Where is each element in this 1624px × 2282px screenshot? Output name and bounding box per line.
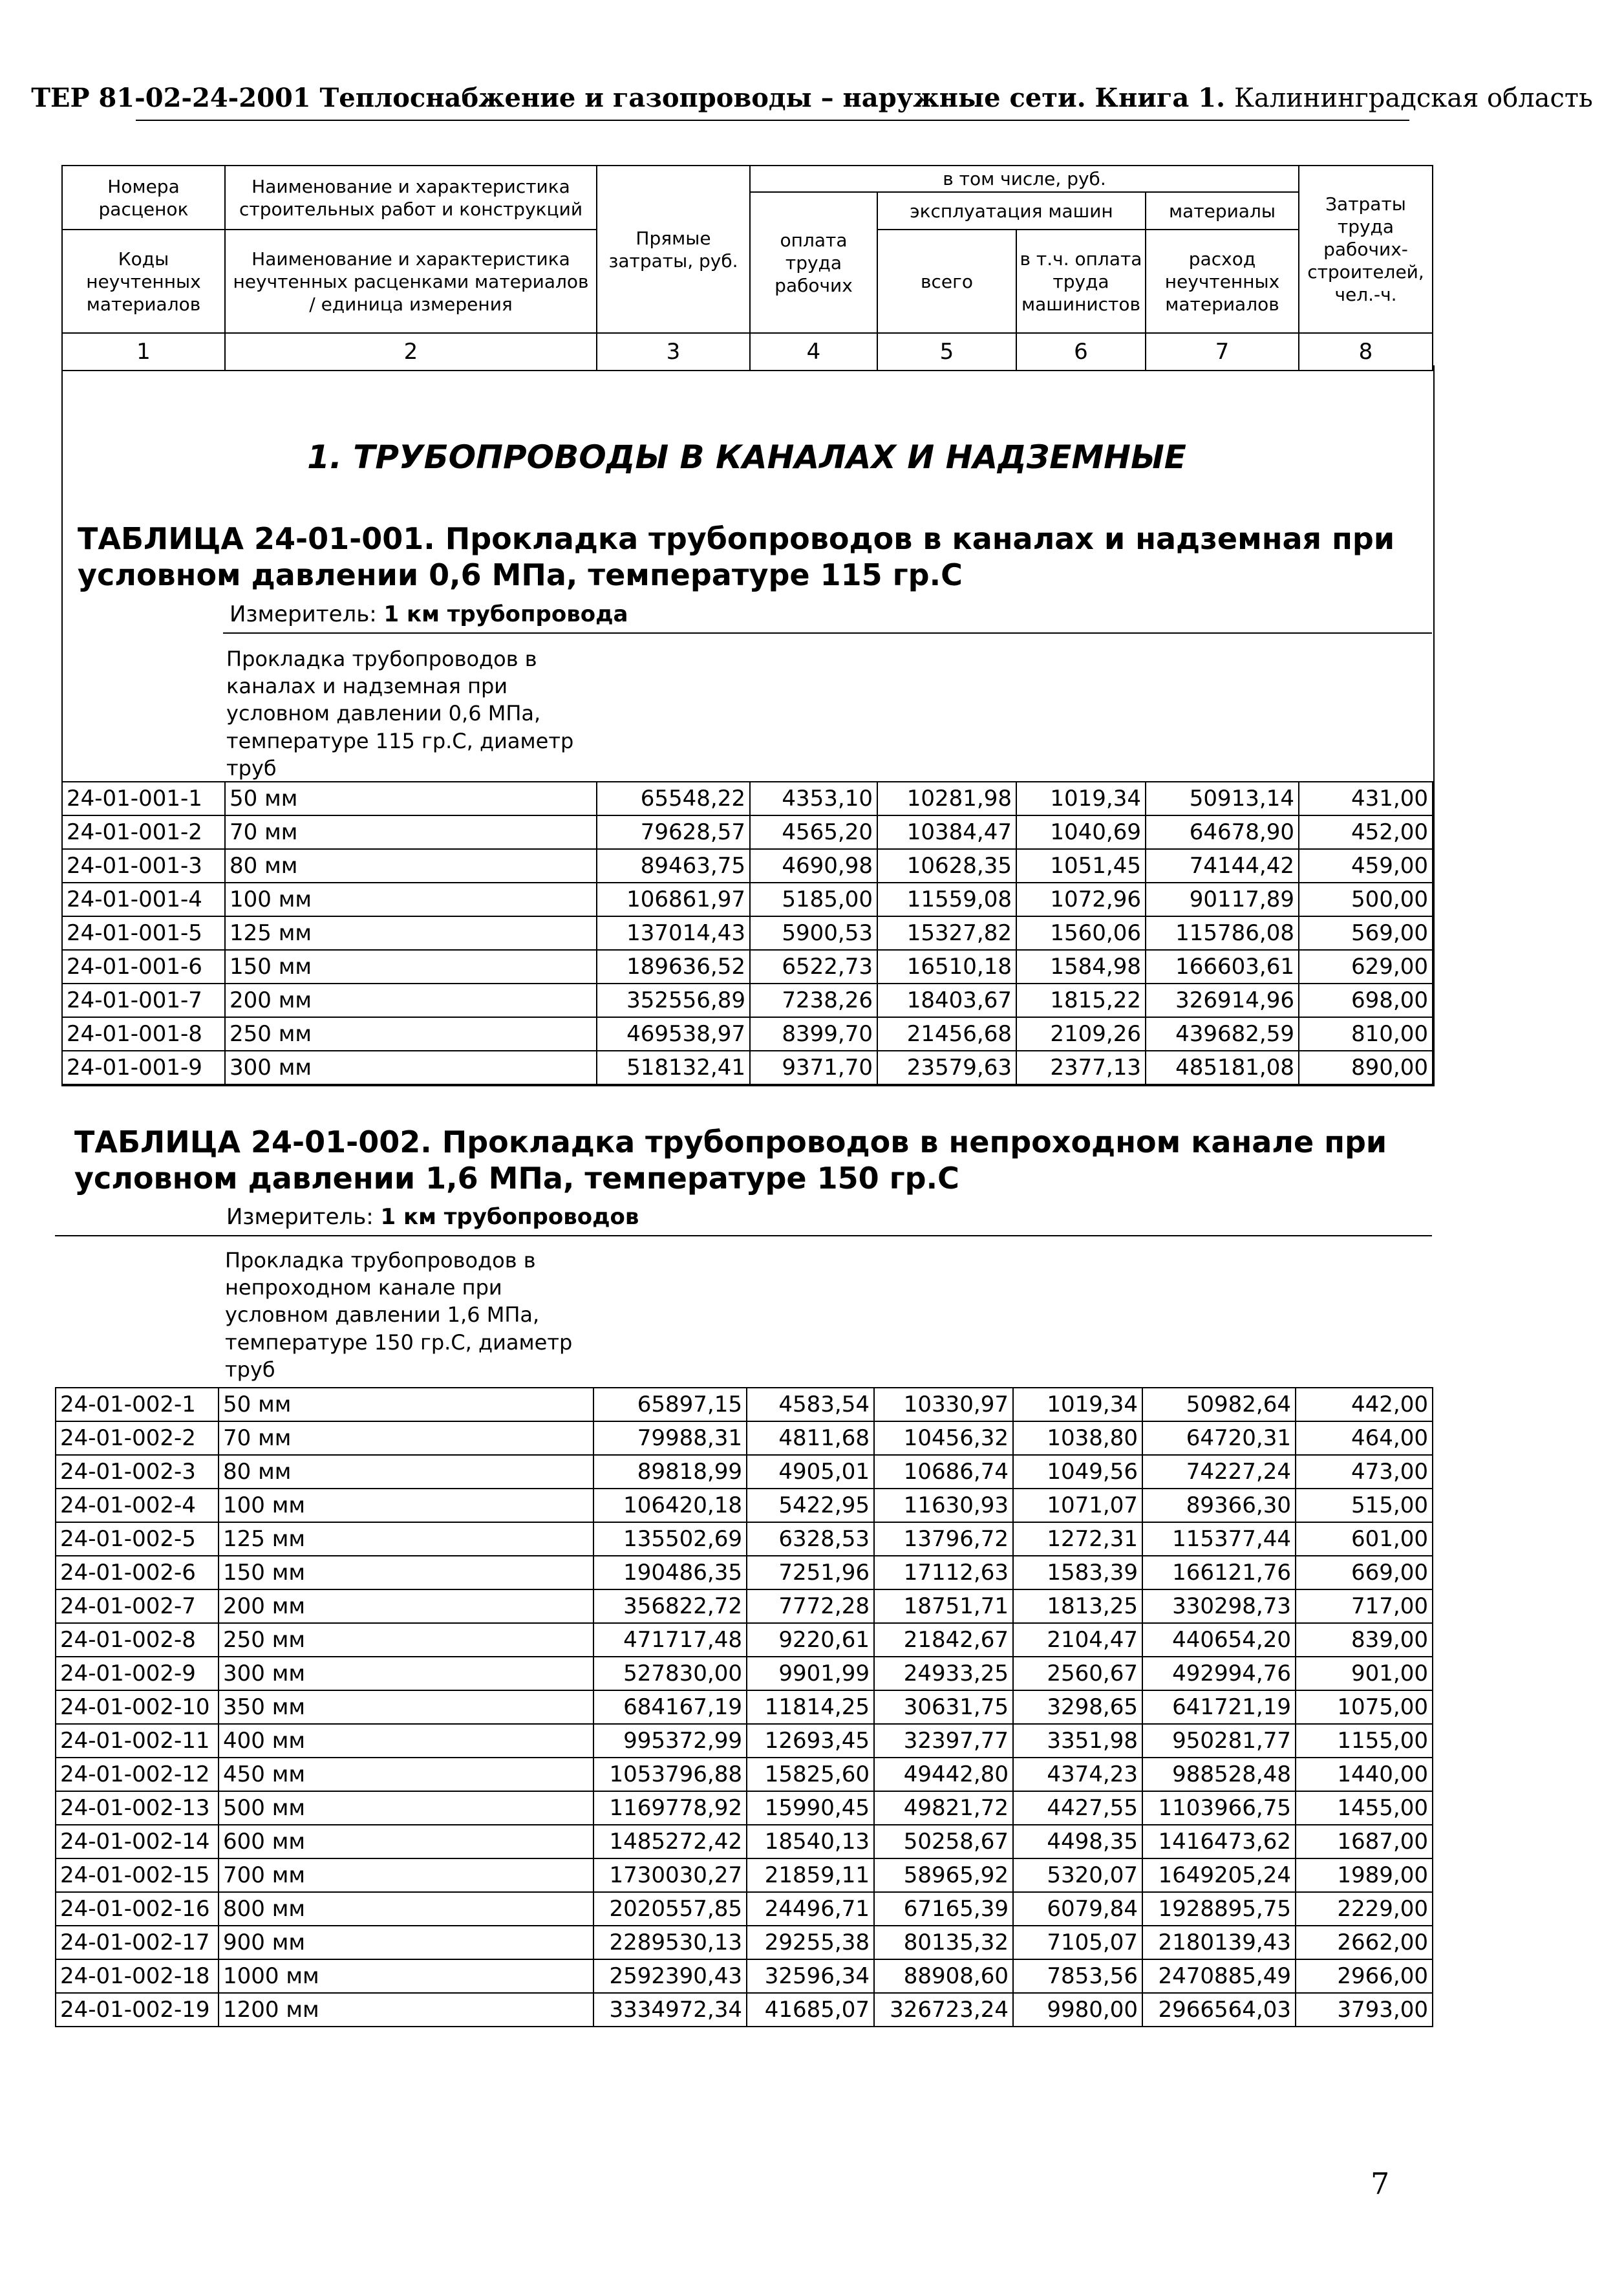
material-consumption-cell: 64678,90 bbox=[1146, 815, 1299, 849]
material-consumption-cell: 74227,24 bbox=[1142, 1455, 1296, 1489]
machinist-pay-cell: 1049,56 bbox=[1013, 1455, 1142, 1489]
header-worker-pay: оплата труда рабочих bbox=[750, 192, 877, 333]
direct-costs-cell: 137014,43 bbox=[597, 916, 750, 950]
column-number: 8 bbox=[1299, 333, 1433, 371]
machinist-pay-cell: 5320,07 bbox=[1013, 1858, 1142, 1892]
direct-costs-cell: 356822,72 bbox=[593, 1589, 747, 1623]
labor-costs-cell: 1075,00 bbox=[1296, 1690, 1433, 1724]
labor-costs-cell: 717,00 bbox=[1296, 1589, 1433, 1623]
table2-description: Прокладка трубопроводов в непроходном канале при условном давлении 1,6 МПа, температуре 150 гр.С, диаметр труб bbox=[225, 1248, 573, 1382]
labor-costs-cell: 464,00 bbox=[1296, 1421, 1433, 1455]
direct-costs-cell: 471717,48 bbox=[593, 1623, 747, 1657]
machines-total-cell: 15327,82 bbox=[877, 916, 1016, 950]
rate-code-cell: 24-01-001-7 bbox=[62, 984, 225, 1017]
machines-total-cell: 49442,80 bbox=[874, 1758, 1013, 1791]
machinist-pay-cell: 1560,06 bbox=[1016, 916, 1146, 950]
worker-pay-cell: 8399,70 bbox=[750, 1017, 877, 1051]
pipe-diameter-cell: 450 мм bbox=[219, 1758, 593, 1791]
direct-costs-cell: 2592390,43 bbox=[593, 1959, 747, 1993]
header-machinist-pay: в т.ч. оплата труда машинистов bbox=[1016, 230, 1146, 333]
material-consumption-cell: 2180139,43 bbox=[1142, 1926, 1296, 1959]
labor-costs-cell: 1440,00 bbox=[1296, 1758, 1433, 1791]
table-row bbox=[56, 1489, 1433, 1522]
machines-total-cell: 21842,67 bbox=[874, 1623, 1013, 1657]
direct-costs-cell: 1485272,42 bbox=[593, 1825, 747, 1858]
machinist-pay-cell: 1071,07 bbox=[1013, 1489, 1142, 1522]
labor-costs-cell: 629,00 bbox=[1299, 950, 1433, 984]
table-row bbox=[56, 1690, 1433, 1724]
pipe-diameter-cell: 125 мм bbox=[225, 916, 597, 950]
machinist-pay-cell: 4374,23 bbox=[1013, 1758, 1142, 1791]
table-row bbox=[62, 782, 1433, 815]
worker-pay-cell: 12693,45 bbox=[747, 1724, 874, 1758]
table-row bbox=[62, 916, 1433, 950]
rate-code-cell: 24-01-002-15 bbox=[56, 1858, 219, 1892]
labor-costs-cell: 2229,00 bbox=[1296, 1892, 1433, 1926]
column-number: 1 bbox=[62, 333, 225, 371]
machines-total-cell: 17112,63 bbox=[874, 1556, 1013, 1589]
machines-total-cell: 24933,25 bbox=[874, 1657, 1013, 1690]
pipe-diameter-cell: 50 мм bbox=[225, 782, 597, 815]
machines-total-cell: 80135,32 bbox=[874, 1926, 1013, 1959]
machinist-pay-cell: 3351,98 bbox=[1013, 1724, 1142, 1758]
labor-costs-cell: 1155,00 bbox=[1296, 1724, 1433, 1758]
rate-code-cell: 24-01-001-1 bbox=[62, 782, 225, 815]
rate-code-cell: 24-01-002-13 bbox=[56, 1791, 219, 1825]
material-consumption-cell: 2966564,03 bbox=[1142, 1993, 1296, 2027]
header-materials: материалы bbox=[1146, 192, 1299, 230]
machinist-pay-cell: 3298,65 bbox=[1013, 1690, 1142, 1724]
labor-costs-cell: 669,00 bbox=[1296, 1556, 1433, 1589]
labor-costs-cell: 431,00 bbox=[1299, 782, 1433, 815]
worker-pay-cell: 15825,60 bbox=[747, 1758, 874, 1791]
pipe-diameter-cell: 80 мм bbox=[225, 849, 597, 883]
rate-code-cell: 24-01-002-14 bbox=[56, 1825, 219, 1858]
labor-costs-cell: 901,00 bbox=[1296, 1657, 1433, 1690]
direct-costs-cell: 1169778,92 bbox=[593, 1791, 747, 1825]
table2-data bbox=[55, 1387, 1433, 2027]
rate-code-cell: 24-01-002-16 bbox=[56, 1892, 219, 1926]
machinist-pay-cell: 2377,13 bbox=[1016, 1051, 1146, 1084]
worker-pay-cell: 4690,98 bbox=[750, 849, 877, 883]
table-row bbox=[56, 1959, 1433, 1993]
table-row bbox=[56, 1455, 1433, 1489]
direct-costs-cell: 3334972,34 bbox=[593, 1993, 747, 2027]
column-number: 5 bbox=[877, 333, 1016, 371]
rate-code-cell: 24-01-002-18 bbox=[56, 1959, 219, 1993]
machinist-pay-cell: 1272,31 bbox=[1013, 1522, 1142, 1556]
labor-costs-cell: 601,00 bbox=[1296, 1522, 1433, 1556]
material-consumption-cell: 1416473,62 bbox=[1142, 1825, 1296, 1858]
table-row bbox=[56, 1791, 1433, 1825]
machinist-pay-cell: 4427,55 bbox=[1013, 1791, 1142, 1825]
rate-code-cell: 24-01-001-3 bbox=[62, 849, 225, 883]
direct-costs-cell: 190486,35 bbox=[593, 1556, 747, 1589]
pipe-diameter-cell: 250 мм bbox=[219, 1623, 593, 1657]
material-consumption-cell: 2470885,49 bbox=[1142, 1959, 1296, 1993]
worker-pay-cell: 4583,54 bbox=[747, 1388, 874, 1421]
material-consumption-cell: 492994,76 bbox=[1142, 1657, 1296, 1690]
direct-costs-cell: 189636,52 bbox=[597, 950, 750, 984]
material-consumption-cell: 166603,61 bbox=[1146, 950, 1299, 984]
worker-pay-cell: 32596,34 bbox=[747, 1959, 874, 1993]
machinist-pay-cell: 1072,96 bbox=[1016, 883, 1146, 916]
worker-pay-cell: 6522,73 bbox=[750, 950, 877, 984]
direct-costs-cell: 518132,41 bbox=[597, 1051, 750, 1084]
worker-pay-cell: 11814,25 bbox=[747, 1690, 874, 1724]
pipe-diameter-cell: 70 мм bbox=[219, 1421, 593, 1455]
worker-pay-cell: 5422,95 bbox=[747, 1489, 874, 1522]
machinist-pay-cell: 1584,98 bbox=[1016, 950, 1146, 984]
direct-costs-cell: 352556,89 bbox=[597, 984, 750, 1017]
rate-code-cell: 24-01-002-19 bbox=[56, 1993, 219, 2027]
table-row bbox=[56, 1388, 1433, 1421]
document-title-bold: ТЕР 81-02-24-2001 Теплоснабжение и газопроводы – наружные сети. Книга 1. bbox=[31, 83, 1225, 113]
rate-code-cell: 24-01-001-2 bbox=[62, 815, 225, 849]
title-underline bbox=[136, 120, 1409, 121]
rate-code-cell: 24-01-001-6 bbox=[62, 950, 225, 984]
table-row bbox=[56, 1556, 1433, 1589]
column-number: 7 bbox=[1146, 333, 1299, 371]
labor-costs-cell: 459,00 bbox=[1299, 849, 1433, 883]
machines-total-cell: 67165,39 bbox=[874, 1892, 1013, 1926]
pipe-diameter-cell: 200 мм bbox=[219, 1589, 593, 1623]
material-consumption-cell: 988528,48 bbox=[1142, 1758, 1296, 1791]
table-row bbox=[62, 984, 1433, 1017]
material-consumption-cell: 50913,14 bbox=[1146, 782, 1299, 815]
machines-total-cell: 18403,67 bbox=[877, 984, 1016, 1017]
machines-total-cell: 30631,75 bbox=[874, 1690, 1013, 1724]
worker-pay-cell: 7772,28 bbox=[747, 1589, 874, 1623]
machinist-pay-cell: 9980,00 bbox=[1013, 1993, 1142, 2027]
machinist-pay-cell: 2109,26 bbox=[1016, 1017, 1146, 1051]
document-title-region: Калининградская область bbox=[1234, 83, 1593, 113]
header-work-name: Наименование и характеристика строительных работ и конструкций bbox=[225, 166, 597, 230]
page-number: 7 bbox=[1371, 2166, 1390, 2201]
pipe-diameter-cell: 300 мм bbox=[219, 1657, 593, 1690]
machinist-pay-cell: 7853,56 bbox=[1013, 1959, 1142, 1993]
labor-costs-cell: 1687,00 bbox=[1296, 1825, 1433, 1858]
material-consumption-cell: 1103966,75 bbox=[1142, 1791, 1296, 1825]
machines-total-cell: 13796,72 bbox=[874, 1522, 1013, 1556]
direct-costs-cell: 2289530,13 bbox=[593, 1926, 747, 1959]
pipe-diameter-cell: 80 мм bbox=[219, 1455, 593, 1489]
rate-code-cell: 24-01-002-7 bbox=[56, 1589, 219, 1623]
table-row bbox=[62, 950, 1433, 984]
pipe-diameter-cell: 600 мм bbox=[219, 1825, 593, 1858]
worker-pay-cell: 9901,99 bbox=[747, 1657, 874, 1690]
pipe-diameter-cell: 800 мм bbox=[219, 1892, 593, 1926]
machinist-pay-cell: 7105,07 bbox=[1013, 1926, 1142, 1959]
table1-data bbox=[61, 781, 1433, 1085]
pipe-diameter-cell: 1200 мм bbox=[219, 1993, 593, 2027]
table-row bbox=[62, 849, 1433, 883]
machines-total-cell: 49821,72 bbox=[874, 1791, 1013, 1825]
machinist-pay-cell: 1038,80 bbox=[1013, 1421, 1142, 1455]
worker-pay-cell: 5900,53 bbox=[750, 916, 877, 950]
table-row bbox=[62, 1017, 1433, 1051]
section-title: 1. ТРУБОПРОВОДЫ В КАНАЛАХ И НАДЗЕМНЫЕ bbox=[307, 438, 1186, 476]
table2-measure-label: Измеритель: bbox=[226, 1204, 374, 1230]
direct-costs-cell: 684167,19 bbox=[593, 1690, 747, 1724]
table-row bbox=[56, 1993, 1433, 2027]
material-consumption-cell: 439682,59 bbox=[1146, 1017, 1299, 1051]
rate-code-cell: 24-01-002-2 bbox=[56, 1421, 219, 1455]
direct-costs-cell: 65897,15 bbox=[593, 1388, 747, 1421]
rate-code-cell: 24-01-002-5 bbox=[56, 1522, 219, 1556]
worker-pay-cell: 21859,11 bbox=[747, 1858, 874, 1892]
material-consumption-cell: 641721,19 bbox=[1142, 1690, 1296, 1724]
worker-pay-cell: 9371,70 bbox=[750, 1051, 877, 1084]
table-row bbox=[56, 1724, 1433, 1758]
labor-costs-cell: 500,00 bbox=[1299, 883, 1433, 916]
pipe-diameter-cell: 50 мм bbox=[219, 1388, 593, 1421]
material-consumption-cell: 90117,89 bbox=[1146, 883, 1299, 916]
labor-costs-cell: 2662,00 bbox=[1296, 1926, 1433, 1959]
worker-pay-cell: 4353,10 bbox=[750, 782, 877, 815]
table1-description: Прокладка трубопроводов в каналах и надземная при условном давлении 0,6 МПа, температуре 115 гр.С, диаметр труб bbox=[226, 647, 574, 780]
labor-costs-cell: 1455,00 bbox=[1296, 1791, 1433, 1825]
machines-total-cell: 10281,98 bbox=[877, 782, 1016, 815]
direct-costs-cell: 2020557,85 bbox=[593, 1892, 747, 1926]
pipe-diameter-cell: 300 мм bbox=[225, 1051, 597, 1084]
table2-title: ТАБЛИЦА 24-01-002. Прокладка трубопроводов в непроходном канале при условном давлении 1,6 МПа, температуре 150 гр.С bbox=[74, 1125, 1387, 1196]
table2-measure-rule bbox=[55, 1235, 1432, 1236]
material-consumption-cell: 166121,76 bbox=[1142, 1556, 1296, 1589]
labor-costs-cell: 473,00 bbox=[1296, 1455, 1433, 1489]
table-row bbox=[56, 1421, 1433, 1455]
direct-costs-cell: 65548,22 bbox=[597, 782, 750, 815]
direct-costs-cell: 106861,97 bbox=[597, 883, 750, 916]
material-consumption-cell: 485181,08 bbox=[1146, 1051, 1299, 1084]
machines-total-cell: 18751,71 bbox=[874, 1589, 1013, 1623]
machinist-pay-cell: 1019,34 bbox=[1013, 1388, 1142, 1421]
rate-code-cell: 24-01-002-10 bbox=[56, 1690, 219, 1724]
machinist-pay-cell: 2560,67 bbox=[1013, 1657, 1142, 1690]
table-row bbox=[62, 883, 1433, 916]
pipe-diameter-cell: 100 мм bbox=[219, 1489, 593, 1522]
pipe-diameter-cell: 400 мм bbox=[219, 1724, 593, 1758]
rate-code-cell: 24-01-002-3 bbox=[56, 1455, 219, 1489]
labor-costs-cell: 890,00 bbox=[1299, 1051, 1433, 1084]
machines-total-cell: 58965,92 bbox=[874, 1858, 1013, 1892]
table-row bbox=[56, 1657, 1433, 1690]
machinist-pay-cell: 6079,84 bbox=[1013, 1892, 1142, 1926]
header-machines-total: всего bbox=[877, 230, 1016, 333]
machines-total-cell: 23579,63 bbox=[877, 1051, 1016, 1084]
machines-total-cell: 88908,60 bbox=[874, 1959, 1013, 1993]
material-consumption-cell: 1649205,24 bbox=[1142, 1858, 1296, 1892]
direct-costs-cell: 1053796,88 bbox=[593, 1758, 747, 1791]
rate-code-cell: 24-01-002-11 bbox=[56, 1724, 219, 1758]
material-consumption-cell: 950281,77 bbox=[1142, 1724, 1296, 1758]
table1-measure-label: Измеритель: bbox=[230, 601, 377, 627]
table1-measure-value: 1 км трубопровода bbox=[383, 601, 628, 627]
direct-costs-cell: 1730030,27 bbox=[593, 1858, 747, 1892]
machines-total-cell: 10686,74 bbox=[874, 1455, 1013, 1489]
header-material-consumption: расход неучтенных материалов bbox=[1146, 230, 1299, 333]
labor-costs-cell: 569,00 bbox=[1299, 916, 1433, 950]
header-material-codes: Коды неучтенных материалов bbox=[62, 230, 225, 333]
direct-costs-cell: 469538,97 bbox=[597, 1017, 750, 1051]
worker-pay-cell: 7251,96 bbox=[747, 1556, 874, 1589]
labor-costs-cell: 698,00 bbox=[1299, 984, 1433, 1017]
worker-pay-cell: 4905,01 bbox=[747, 1455, 874, 1489]
machines-total-cell: 11559,08 bbox=[877, 883, 1016, 916]
material-consumption-cell: 89366,30 bbox=[1142, 1489, 1296, 1522]
table-row bbox=[56, 1623, 1433, 1657]
table2-measure-value: 1 км трубопроводов bbox=[380, 1204, 639, 1230]
material-consumption-cell: 64720,31 bbox=[1142, 1421, 1296, 1455]
worker-pay-cell: 4565,20 bbox=[750, 815, 877, 849]
table1-measure-rule bbox=[223, 632, 1432, 634]
worker-pay-cell: 5185,00 bbox=[750, 883, 877, 916]
labor-costs-cell: 3793,00 bbox=[1296, 1993, 1433, 2027]
direct-costs-cell: 79628,57 bbox=[597, 815, 750, 849]
rate-code-cell: 24-01-002-1 bbox=[56, 1388, 219, 1421]
machines-total-cell: 10628,35 bbox=[877, 849, 1016, 883]
labor-costs-cell: 442,00 bbox=[1296, 1388, 1433, 1421]
labor-costs-cell: 452,00 bbox=[1299, 815, 1433, 849]
document-title bbox=[0, 83, 1624, 113]
labor-costs-cell: 839,00 bbox=[1296, 1623, 1433, 1657]
pipe-diameter-cell: 350 мм bbox=[219, 1690, 593, 1724]
column-number: 2 bbox=[225, 333, 597, 371]
rate-code-cell: 24-01-002-6 bbox=[56, 1556, 219, 1589]
direct-costs-cell: 527830,00 bbox=[593, 1657, 747, 1690]
header-direct-costs: Прямые затраты, руб. bbox=[597, 166, 750, 333]
table-row bbox=[56, 1758, 1433, 1791]
table-row bbox=[56, 1858, 1433, 1892]
material-consumption-cell: 1928895,75 bbox=[1142, 1892, 1296, 1926]
worker-pay-cell: 41685,07 bbox=[747, 1993, 874, 2027]
labor-costs-cell: 515,00 bbox=[1296, 1489, 1433, 1522]
rate-code-cell: 24-01-001-4 bbox=[62, 883, 225, 916]
table-row bbox=[56, 1892, 1433, 1926]
table2-measure bbox=[226, 1204, 639, 1230]
column-header-table bbox=[61, 165, 1433, 371]
header-rate-numbers: Номера расценок bbox=[62, 166, 225, 230]
machinist-pay-cell: 1019,34 bbox=[1016, 782, 1146, 815]
machines-total-cell: 326723,24 bbox=[874, 1993, 1013, 2027]
material-consumption-cell: 115377,44 bbox=[1142, 1522, 1296, 1556]
pipe-diameter-cell: 125 мм bbox=[219, 1522, 593, 1556]
direct-costs-cell: 89463,75 bbox=[597, 849, 750, 883]
table-row bbox=[56, 1825, 1433, 1858]
column-number: 6 bbox=[1016, 333, 1146, 371]
direct-costs-cell: 135502,69 bbox=[593, 1522, 747, 1556]
machinist-pay-cell: 2104,47 bbox=[1013, 1623, 1142, 1657]
direct-costs-cell: 995372,99 bbox=[593, 1724, 747, 1758]
table1-title: ТАБЛИЦА 24-01-001. Прокладка трубопроводов в каналах и надземная при условном давлении 0,6 МПа, температуре 115 гр.С bbox=[78, 521, 1395, 593]
pipe-diameter-cell: 150 мм bbox=[219, 1556, 593, 1589]
column-number: 3 bbox=[597, 333, 750, 371]
machinist-pay-cell: 1815,22 bbox=[1016, 984, 1146, 1017]
machines-total-cell: 32397,77 bbox=[874, 1724, 1013, 1758]
worker-pay-cell: 15990,45 bbox=[747, 1791, 874, 1825]
pipe-diameter-cell: 250 мм bbox=[225, 1017, 597, 1051]
table-row bbox=[56, 1522, 1433, 1556]
pipe-diameter-cell: 700 мм bbox=[219, 1858, 593, 1892]
rate-code-cell: 24-01-002-8 bbox=[56, 1623, 219, 1657]
table-row bbox=[56, 1589, 1433, 1623]
direct-costs-cell: 106420,18 bbox=[593, 1489, 747, 1522]
machinist-pay-cell: 4498,35 bbox=[1013, 1825, 1142, 1858]
machines-total-cell: 10456,32 bbox=[874, 1421, 1013, 1455]
rate-code-cell: 24-01-002-9 bbox=[56, 1657, 219, 1690]
worker-pay-cell: 24496,71 bbox=[747, 1892, 874, 1926]
machines-total-cell: 21456,68 bbox=[877, 1017, 1016, 1051]
rate-code-cell: 24-01-002-12 bbox=[56, 1758, 219, 1791]
material-consumption-cell: 115786,08 bbox=[1146, 916, 1299, 950]
machinist-pay-cell: 1040,69 bbox=[1016, 815, 1146, 849]
pipe-diameter-cell: 1000 мм bbox=[219, 1959, 593, 1993]
header-material-names: Наименование и характеристика неучтенных расценками материалов / единица измерения bbox=[225, 230, 597, 333]
material-consumption-cell: 440654,20 bbox=[1142, 1623, 1296, 1657]
machines-total-cell: 50258,67 bbox=[874, 1825, 1013, 1858]
machines-total-cell: 11630,93 bbox=[874, 1489, 1013, 1522]
table-row bbox=[56, 1926, 1433, 1959]
pipe-diameter-cell: 500 мм bbox=[219, 1791, 593, 1825]
worker-pay-cell: 29255,38 bbox=[747, 1926, 874, 1959]
pipe-diameter-cell: 70 мм bbox=[225, 815, 597, 849]
labor-costs-cell: 2966,00 bbox=[1296, 1959, 1433, 1993]
machines-total-cell: 10384,47 bbox=[877, 815, 1016, 849]
machinist-pay-cell: 1813,25 bbox=[1013, 1589, 1142, 1623]
worker-pay-cell: 9220,61 bbox=[747, 1623, 874, 1657]
labor-costs-cell: 810,00 bbox=[1299, 1017, 1433, 1051]
table-row bbox=[62, 815, 1433, 849]
rate-code-cell: 24-01-002-4 bbox=[56, 1489, 219, 1522]
material-consumption-cell: 74144,42 bbox=[1146, 849, 1299, 883]
worker-pay-cell: 6328,53 bbox=[747, 1522, 874, 1556]
direct-costs-cell: 89818,99 bbox=[593, 1455, 747, 1489]
header-labor-costs: Затраты труда рабочих-строителей, чел.-ч. bbox=[1299, 166, 1433, 333]
worker-pay-cell: 7238,26 bbox=[750, 984, 877, 1017]
material-consumption-cell: 50982,64 bbox=[1142, 1388, 1296, 1421]
material-consumption-cell: 326914,96 bbox=[1146, 984, 1299, 1017]
column-number: 4 bbox=[750, 333, 877, 371]
worker-pay-cell: 18540,13 bbox=[747, 1825, 874, 1858]
pipe-diameter-cell: 150 мм bbox=[225, 950, 597, 984]
machinist-pay-cell: 1051,45 bbox=[1016, 849, 1146, 883]
direct-costs-cell: 79988,31 bbox=[593, 1421, 747, 1455]
rate-code-cell: 24-01-002-17 bbox=[56, 1926, 219, 1959]
rate-code-cell: 24-01-001-9 bbox=[62, 1051, 225, 1084]
machinist-pay-cell: 1583,39 bbox=[1013, 1556, 1142, 1589]
table-row bbox=[62, 1051, 1433, 1084]
pipe-diameter-cell: 900 мм bbox=[219, 1926, 593, 1959]
labor-costs-cell: 1989,00 bbox=[1296, 1858, 1433, 1892]
material-consumption-cell: 330298,73 bbox=[1142, 1589, 1296, 1623]
machines-total-cell: 16510,18 bbox=[877, 950, 1016, 984]
pipe-diameter-cell: 200 мм bbox=[225, 984, 597, 1017]
rate-code-cell: 24-01-001-8 bbox=[62, 1017, 225, 1051]
header-including: в том числе, руб. bbox=[750, 166, 1299, 192]
table1-measure bbox=[230, 601, 628, 627]
rate-code-cell: 24-01-001-5 bbox=[62, 916, 225, 950]
machines-total-cell: 10330,97 bbox=[874, 1388, 1013, 1421]
worker-pay-cell: 4811,68 bbox=[747, 1421, 874, 1455]
pipe-diameter-cell: 100 мм bbox=[225, 883, 597, 916]
header-machine-operation: эксплуатация машин bbox=[877, 192, 1146, 230]
